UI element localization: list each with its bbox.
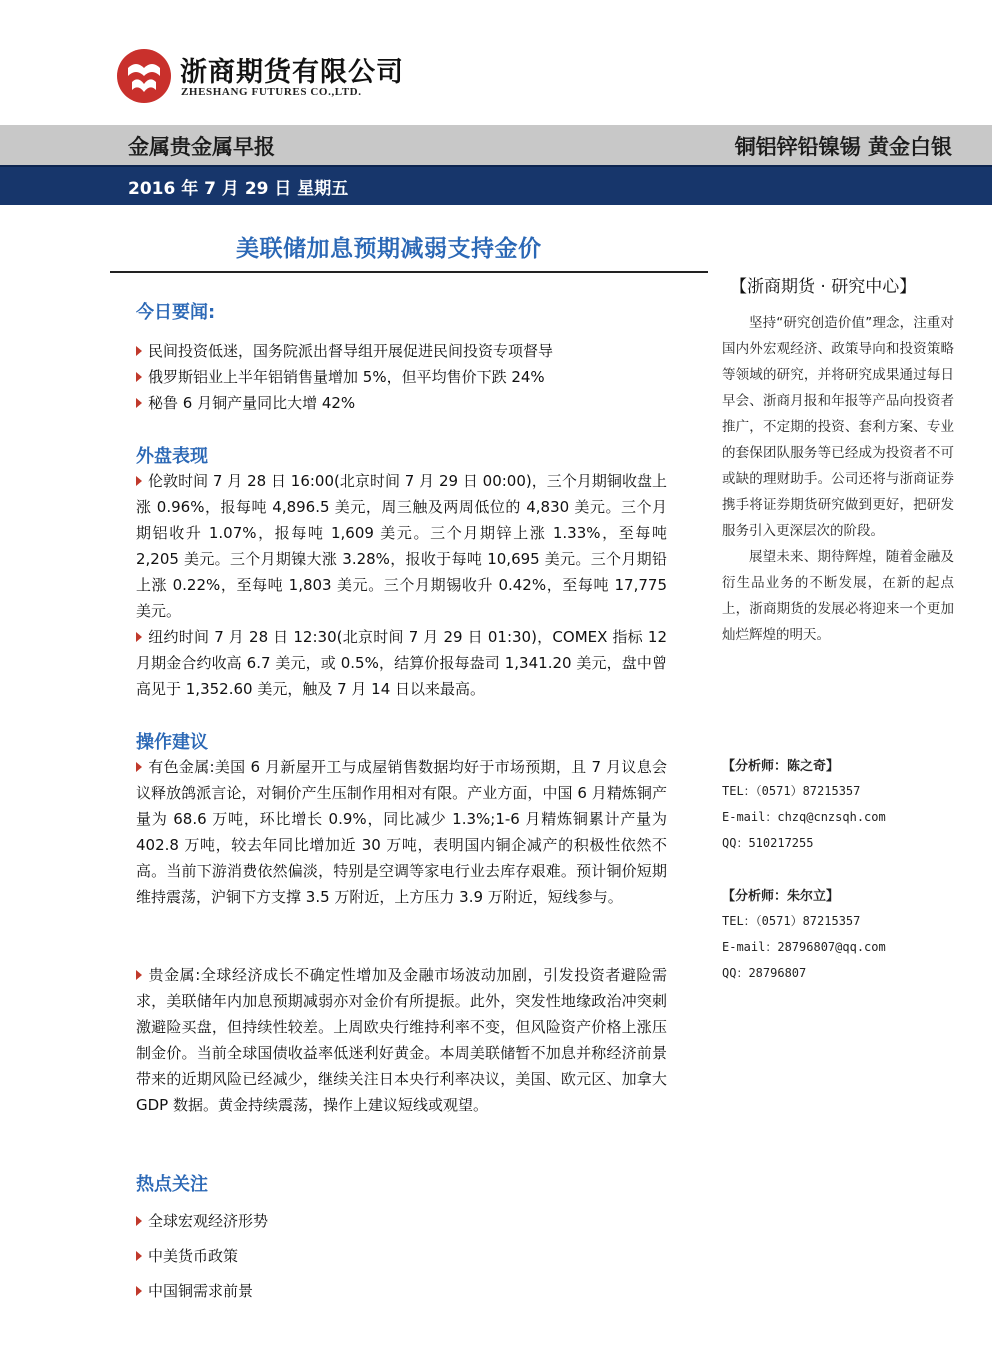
- bullet-arrow-icon: [136, 1216, 142, 1226]
- section-title: 今日要闻:: [136, 302, 216, 323]
- date-band: [0, 165, 992, 205]
- analyst-qq: QQ：28796807: [722, 966, 807, 980]
- bullet-arrow-icon: [136, 970, 142, 980]
- brand-name-en: ZHESHANG FUTURES CO.,LTD.: [181, 86, 362, 98]
- overseas-body: [136, 468, 667, 702]
- analyst-qq: QQ：510217255: [722, 836, 814, 850]
- paragraph: 伦敦时间 7 月 28 日 16:00(北京时间 7 月 29 日 00:00)，三个月期铜收盘上涨 0.96%，报每吨 4,896.5 美元，周三触及两周低位的 4,830 美元。三个月期铝收升 1.07%，报每吨 1,609 美元。三个月期锌上涨 1.33%，至每吨 2,205 美元。三个月期镍大涨 3.28%，报收于每吨 10,695 美元。三个月期铅上涨 0.22%，至每吨 1,803 美元。三个月期锡收升 0.42%，至每吨 17,775 美元。: [136, 472, 667, 620]
- hotspots-section: [136, 1170, 269, 1300]
- analyst-card: [722, 755, 954, 860]
- metals-list: 铜铝锌铅镍锡 黄金白银: [734, 135, 952, 159]
- news-list: [136, 338, 667, 416]
- analyst-email[interactable]: E-mail：28796807@qq.com: [722, 940, 886, 954]
- news-section: [136, 298, 554, 412]
- analyst-email[interactable]: E-mail：chzq@cnzsqh.com: [722, 810, 886, 824]
- bullet-arrow-icon: [136, 632, 142, 642]
- analyst-title: 【分析师：朱尔立】: [722, 889, 840, 904]
- bullet-arrow-icon: [136, 372, 142, 382]
- paragraph: 纽约时间 7 月 28 日 12:30(北京时间 7 月 29 日 01:30)，COMEX 指标 12 月期金合约收高 6.7 美元，或 0.5%，结算价报每盎司 1,341.20 美元，盘中曾高见于 1,352.60 美元，触及 7 月 14 日以来最高。: [136, 628, 667, 698]
- list-item: 全球宏观经济形势: [136, 1208, 667, 1234]
- list-item: 俄罗斯铝业上半年铝销售量增加 5%，但平均售价下跌 24%: [136, 364, 667, 390]
- sidebar-paragraph: 展望未来、期待辉煌，随着金融及衍生品业务的不断发展，在新的起点上，浙商期货的发展必将迎来一个更加灿烂辉煌的明天。: [722, 549, 954, 643]
- advice-metals: [136, 754, 667, 910]
- list-item: 中美货币政策: [136, 1243, 667, 1269]
- paragraph: 贵金属:全球经济成长不确定性增加及金融市场波动加剧，引发投资者避险需求，美联储年内加息预期减弱亦对金价有所提振。此外，突发性地缘政治冲突刺激避险买盘，但持续性较差。上周欧央行维持利率不变，但风险资产价格上涨压制金价。当前全球国债收益率低迷利好黄金。本周美联储暂不加息并称经济前景带来的近期风险已经减少，继续关注日本央行利率决议，美国、欧元区、加拿大 GDP 数据。黄金持续震荡，操作上建议短线或观望。: [136, 966, 667, 1114]
- advice-section: [136, 728, 667, 1114]
- company-logo: [114, 46, 174, 106]
- bullet-arrow-icon: [136, 346, 142, 356]
- bullet-arrow-icon: [136, 762, 142, 772]
- paragraph: 有色金属:美国 6 月新屋开工与成屋销售数据均好于市场预期，且 7 月议息会议释放鸽派言论，对铜价产生压制作用相对有限。产业方面，中国 6 月精炼铜产量为 68.6 万吨，环比增长 0.9%，同比减少 1.3%;1-6 月精炼铜累计产量为 402.8 万吨，较去年同比增加近 30 万吨，表明国内铜企减产的积极性依然不高。当前下游消费依然偏淡，特别是空调等家电行业去库存艰难。预计铜价短期维持震荡，沪铜下方支撑 3.5 万附近，上方压力 3.9 万附近，短线参与。: [136, 758, 667, 906]
- section-title: 操作建议: [136, 732, 208, 753]
- analyst-title: 【分析师：陈之奇】: [722, 759, 840, 774]
- list-item: 民间投资低迷，国务院派出督导组开展促进民间投资专项督导: [136, 338, 667, 364]
- list-item: 中国铜需求前景: [136, 1278, 667, 1304]
- overseas-section: [136, 442, 667, 698]
- analyst-tel: TEL：（0571）87215357: [722, 914, 861, 928]
- analyst-card: [722, 885, 954, 990]
- section-title: 外盘表现: [136, 446, 208, 467]
- bullet-arrow-icon: [136, 398, 142, 408]
- research-center-sidebar: [722, 272, 954, 648]
- hotspots-list: [136, 1208, 667, 1313]
- sidebar-paragraph: 坚持“研究创造价值”理念，注重对国内外宏观经济、政策导向和投资策略等领域的研究，并将研究成果通过每日早会、浙商月报和年报等产品向投资者推广，不定期的投资、套利方案、专业的套保团队服务等已经成为投资者不可或缺的理财助手。公司还将与浙商证券携手将证券期货研究做到更好，把研发服务引入更深层次的阶段。: [722, 315, 954, 539]
- divider: [110, 271, 708, 273]
- list-item: 秘鲁 6 月铜产量同比大增 42%: [136, 390, 667, 416]
- bullet-arrow-icon: [136, 476, 142, 486]
- sidebar-title: 【浙商期货 · 研究中心】: [730, 277, 917, 297]
- analyst-tel: TEL：（0571）87215357: [722, 784, 861, 798]
- bullet-arrow-icon: [136, 1286, 142, 1296]
- bullet-arrow-icon: [136, 1251, 142, 1261]
- report-date: 2016 年 7 月 29 日 星期五: [128, 179, 349, 199]
- brand-name-cn: 浙商期货有限公司: [180, 57, 404, 88]
- section-title: 热点关注: [136, 1174, 208, 1195]
- advice-precious: [136, 962, 667, 1118]
- report-band: [0, 125, 992, 165]
- report-name: 金属贵金属早报: [128, 135, 275, 159]
- headline: 美联储加息预期减弱支持金价: [236, 236, 542, 262]
